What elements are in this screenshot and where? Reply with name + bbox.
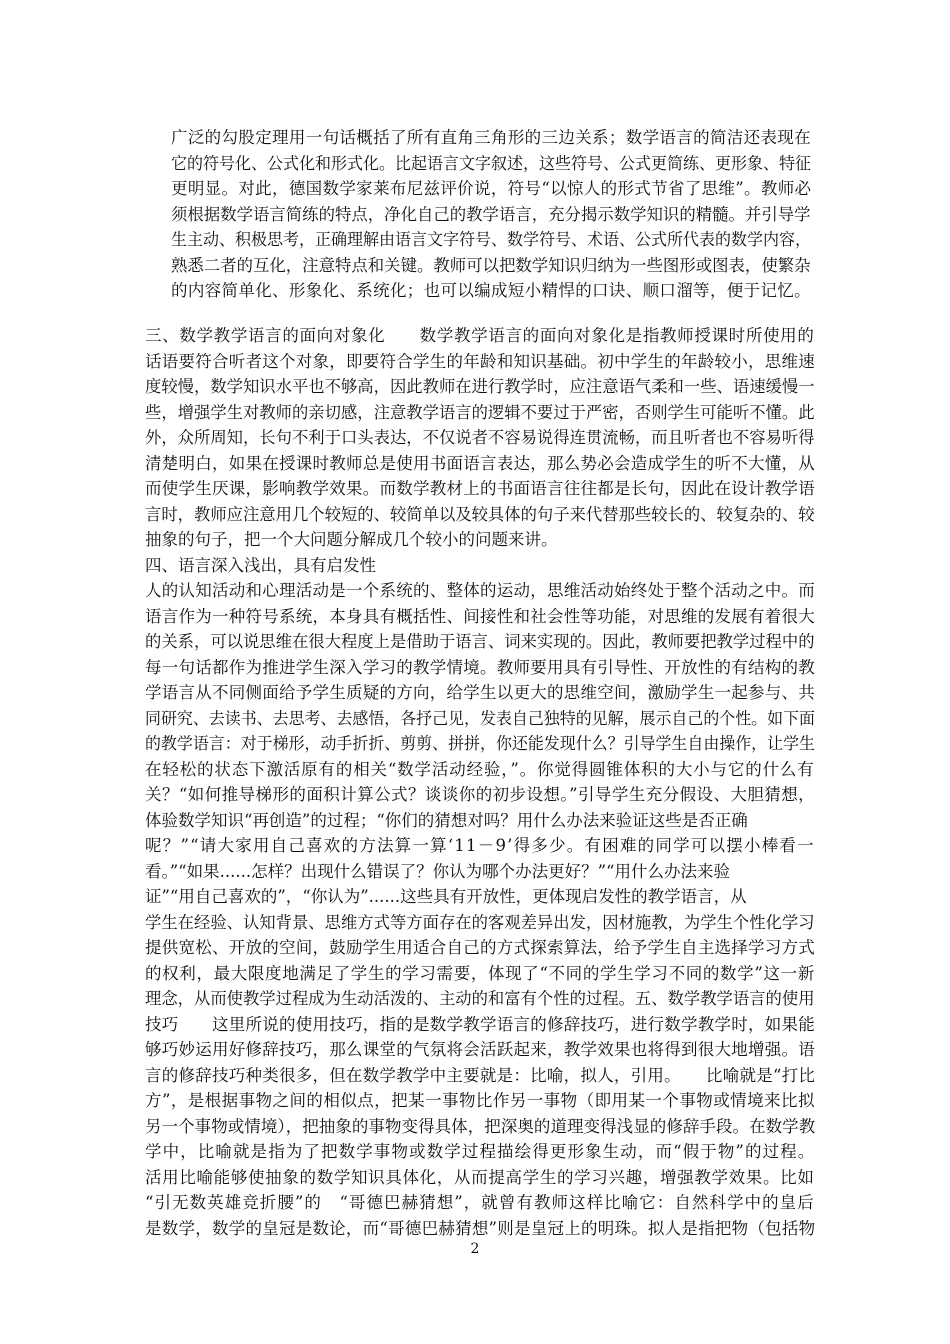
text-line: 每一句话都作为推进学生深入学习的教学情境。教师要用具有引导性、开放性的有结构的教 (145, 657, 815, 677)
body-text (145, 323, 815, 1241)
text-line: 同研究、去读书、去思考、去感悟，各抒己见，发表自己独特的见解，展示自己的个性。如下面 (145, 708, 815, 728)
text-line: 更明显。对此，德国数学家莱布尼兹评价说，符号“以惊人的形式节省了思维”。教师必 (171, 179, 811, 198)
text-line: 些，增强学生对教师的亲切感，注意教学语言的逻辑不要过于严密，否则学生可能听不懂。此 (145, 402, 815, 422)
text-line: 技巧 这里所说的使用技巧，指的是数学教学语言的修辞技巧，进行数学教学时，如果能 (145, 1014, 815, 1034)
text-line: 在轻松的状态下激活原有的相关“数学活动经验，”。你觉得圆锥体积的大小与它的什么有 (145, 759, 815, 779)
text-line: 它的符号化、公式化和形式化。比起语言文字叙述，这些符号、公式更简练、更形象、特征 (171, 153, 811, 173)
text-line: 学中，比喻就是指为了把数学事物或数学过程描绘得更形象生动，而“假于物”的过程。 (145, 1142, 815, 1161)
text-line: 言时，教师应注意用几个较短的、较简单以及较具体的句子来代替那些较长的、较复杂的、较 (145, 504, 815, 524)
text-line: 话语要符合听者这个对象，即要符合学生的年龄和知识基础。初中学生的年龄较小，思维速 (145, 351, 815, 371)
text-line: 学生在经验、认知背景、思维方式等方面存在的客观差异出发，因材施教，为学生个性化学习 (145, 912, 815, 932)
text-line: 生主动、积极思考，正确理解由语言文字符号、数学符号、术语、公式所代表的数学内容， (171, 230, 811, 249)
text-line: 抽象的句子，把一个大问题分解成几个较小的问题来讲。 (145, 530, 558, 549)
text-line: 是数学，数学的皇冠是数论，而“哥德巴赫猜想”则是皇冠上的明珠。拟人是指把物（包括物 (145, 1218, 815, 1238)
text-line: 的关系，可以说思维在很大程度上是借助于语言、词来实现的。因此，教师要把教学过程中的 (145, 632, 815, 651)
text-line: 证”“用自己喜欢的”，“你认为”......这些具有开放性，更体现启发性的教学语言，从 (145, 887, 747, 906)
text-line: 关？“如何推导梯形的面积计算公式？谈谈你的初步设想。”引导学生充分假设、大胆猜想， (145, 785, 815, 804)
text-line: 学语言从不同侧面给予学生质疑的方向，给学生以更大的思维空间，激励学生一起参与、共 (145, 683, 815, 702)
text-line: 三、数学教学语言的面向对象化 数学教学语言的面向对象化是指教师授课时所使用的 (145, 326, 815, 345)
text-line: 的权利，最大限度地满足了学生的学习需要，体现了“不同的学生学习不同的数学”这一新 (145, 963, 815, 983)
text-line: 语言作为一种符号系统，本身具有概括性、间接性和社会性等功能，对思维的发展有着很大 (145, 606, 815, 626)
text-line: 活用比喻能够使抽象的数学知识具体化，从而提高学生的学习兴趣，增强教学效果。比如 (145, 1167, 815, 1187)
text-line: 够巧妙运用好修辞技巧，那么课堂的气氛将会活跃起来，教学效果也将得到很大地增强。语 (145, 1040, 815, 1059)
text-line: 提供宽松、开放的空间，鼓励学生用适合自己的方式探索算法，给予学生自主选择学习方式 (145, 938, 815, 957)
text-line: 熟悉二者的互化，注意特点和关键。教师可以把数学知识归纳为一些图形或图表，使繁杂 (171, 255, 811, 275)
text-line: 的教学语言：对于梯形，动手折折、剪剪、拼拼，你还能发现什么？引导学生自由操作，让学生 (145, 734, 815, 753)
text-line: 的内容简单化、形象化、系统化；也可以编成短小精悍的口诀、顺口溜等，便于记忆。 (171, 281, 811, 300)
text-line: 呢？”“请大家用自己喜欢的方法算一算‘11－9’得多少。有困难的同学可以摆小棒看一 (145, 836, 815, 855)
text-line: 度较慢，数学知识水平也不够高，因此教师在进行教学时，应注意语气柔和一些、语速缓慢一 (145, 377, 815, 396)
text-line: “引无数英雄竞折腰”的 “哥德巴赫猜想”，就曾有教师这样比喻它：自然科学中的皇后 (145, 1193, 815, 1212)
page-number: 2 (470, 1241, 480, 1257)
text-line: 看。”“如果......怎样？出现什么错误了？你认为哪个办法更好？”“用什么办法来验 (145, 861, 730, 881)
text-line: 清楚明白，如果在授课时教师总是使用书面语言表达，那么势必会造成学生的听不大懂，从 (145, 453, 815, 473)
text-line: 人的认知活动和心理活动是一个系统的、整体的运动，思维活动始终处于整个活动之中。而 (145, 581, 815, 600)
text-line: 须根据数学语言简练的特点，净化自己的教学语言，充分揭示数学知识的精髓。并引导学 (171, 204, 811, 224)
text-line: 言的修辞技巧种类很多，但在数学教学中主要就是：比喻，拟人，引用。 比喻就是“打比 (145, 1065, 815, 1085)
text-line: 理念，从而使教学过程成为生动活泼的、主动的和富有个性的过程。五、数学教学语言的使用 (145, 989, 815, 1008)
text-line: 另一个事物或情境），把抽象的事物变得具体，把深奥的道理变得浅显的修辞手段。在数学教 (145, 1116, 815, 1136)
text-line: 方”，是根据事物之间的相似点，把某一事物比作另一事物（即用某一个事物或情境来比拟 (145, 1091, 815, 1110)
text-line: 体验数学知识“再创造”的过程；“你们的猜想对吗？用什么办法来验证这些是否正确 (145, 810, 748, 830)
text-line: 四、语言深入浅出，具有启发性 (145, 555, 376, 575)
text-line: 外，众所周知，长句不利于口头表达，不仅说者不容易说得连贯流畅，而且听者也不容易听得 (145, 428, 815, 447)
text-line: 广泛的勾股定理用一句话概括了所有直角三角形的三边关系；数学语言的简洁还表现在 (171, 128, 811, 147)
paragraph-intro (171, 125, 811, 304)
text-line: 而使学生厌课，影响教学效果。而数学教材上的书面语言往往都是长句，因此在设计教学语 (145, 479, 815, 498)
